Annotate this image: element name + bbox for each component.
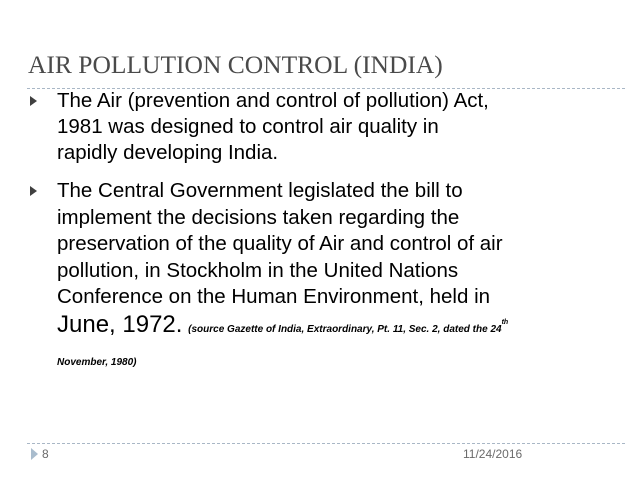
bullet-arrow-icon xyxy=(30,96,37,106)
bullet-2-line: The Central Government legislated the bill to xyxy=(57,179,463,202)
bullet-2-line: preservation of the quality of Air and control of air xyxy=(57,232,503,255)
source-citation: (source Gazette of India, Extraordinary, Pt. 11, Sec. 2, dated the 24 xyxy=(188,323,502,335)
bullet-2-line: Conference on the Human Environment, held in xyxy=(57,285,491,308)
source-citation-end: November, 1980) xyxy=(57,357,137,368)
bullet-2-line: pollution, in Stockholm in the United Nations xyxy=(57,259,459,282)
footer-divider xyxy=(27,443,625,444)
footer-date: 11/24/2016 xyxy=(463,447,523,461)
date-text: June, 1972. xyxy=(57,310,183,338)
bullet-1-line: 1981 was designed to control air quality in xyxy=(57,115,439,138)
bullet-1-line: rapidly developing India. xyxy=(57,141,279,164)
footer-arrow-icon xyxy=(31,448,38,460)
bullet-1-line: The Air (prevention and control of pollution) Act, xyxy=(57,89,489,112)
bullet-arrow-icon xyxy=(30,186,37,196)
page-number: 8 xyxy=(42,447,49,461)
slide-title: AIR POLLUTION CONTROL (INDIA) xyxy=(28,50,443,79)
source-superscript: th xyxy=(501,319,509,326)
bullet-2-line: implement the decisions taken regarding the xyxy=(57,206,460,229)
bullet-2-last-line xyxy=(57,310,508,343)
